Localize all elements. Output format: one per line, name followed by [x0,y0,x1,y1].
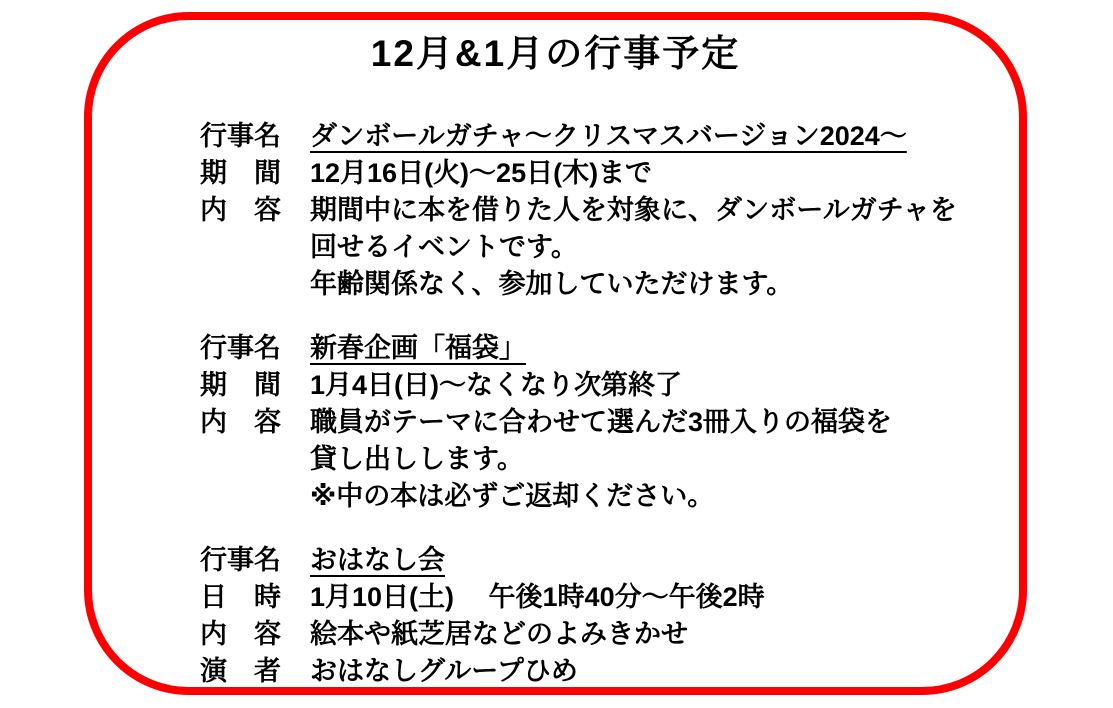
event-name: おはなし会 [310,545,445,575]
row-label: 内 容 [200,407,281,437]
event-detail-row [200,266,1019,303]
event-performer-row [200,653,1019,690]
event-name-row [200,330,1019,367]
event-list [92,118,1019,690]
row-label [200,441,284,478]
event-datetime-row [200,579,1019,616]
page-title: 12月&1月の行事予定 [370,33,741,74]
event-period: 1月4日(日)～なくなり次第終了 [310,370,683,400]
row-label: 演 者 [200,656,281,686]
row-label: 内 容 [200,195,281,225]
event-period: 12月16日(火)～25日(木)まで [310,158,653,188]
flyer-border [84,12,1027,695]
event-detail: 回せるイベントです。 [310,232,578,262]
event-detail-row [200,616,1019,653]
event-detail: 貸し出しします。 [310,444,524,474]
event-detail-row [200,229,1019,266]
event-detail: 職員がテーマに合わせて選んだ3冊入りの福袋を [310,407,893,437]
row-label: 行事名 [200,545,281,575]
row-label: 期 間 [200,158,281,188]
row-label [200,478,284,515]
event-block-gacha [200,118,1019,303]
event-block-fukubukuro [200,330,1019,515]
event-block-ohanashikai [200,542,1019,690]
row-label: 期 間 [200,370,281,400]
event-note: ※中の本は必ずご返却ください。 [310,481,715,511]
row-label: 行事名 [200,121,281,151]
event-datetime: 1月10日(土) 午後1時40分～午後2時 [310,582,765,612]
row-label [200,266,284,303]
row-label: 行事名 [200,333,281,363]
event-detail: 年齢関係なく、参加していただけます。 [310,269,794,299]
event-name-row [200,118,1019,155]
event-detail: 期間中に本を借りた人を対象に、ダンボールガチャを [310,195,957,225]
event-name-row [200,542,1019,579]
row-label: 日 時 [200,582,281,612]
event-note-row [200,478,1019,515]
event-detail: 絵本や紙芝居などのよみきかせ [310,619,688,649]
event-detail-row [200,192,1019,229]
row-label [200,229,284,266]
row-label: 内 容 [200,619,281,649]
event-detail-row [200,404,1019,441]
event-period-row [200,367,1019,404]
event-detail-row [200,441,1019,478]
event-name: ダンボールガチャ～クリスマスバージョン2024～ [310,121,907,151]
event-name: 新春企画「福袋」 [310,333,526,363]
event-performer: おはなしグループひめ [310,656,578,686]
event-period-row [200,155,1019,192]
